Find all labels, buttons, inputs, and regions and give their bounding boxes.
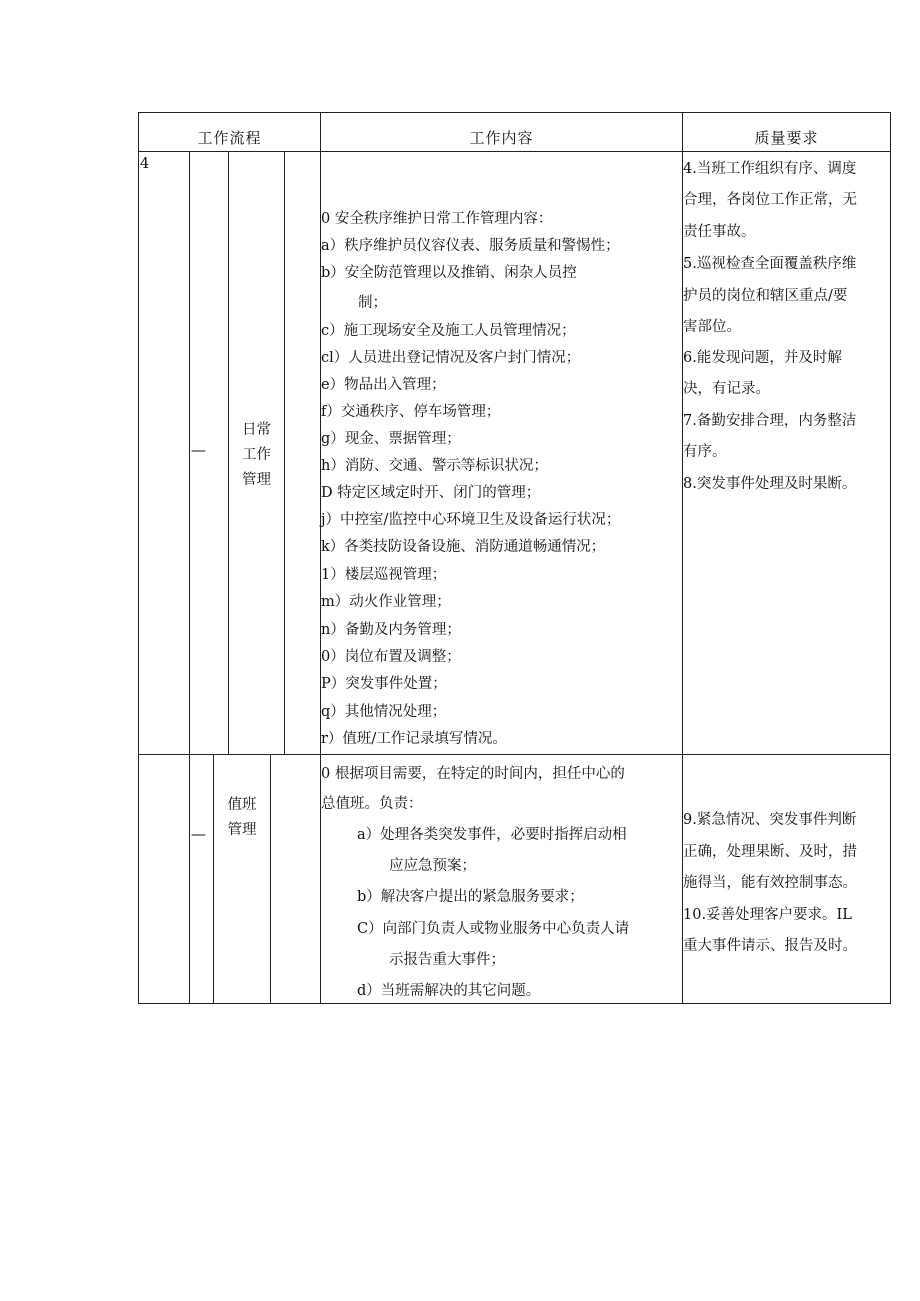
content-line: 0 根据项目需要，在特定的时间内，担任中心的: [321, 766, 625, 782]
content-line: 示报告重大事件；: [389, 952, 505, 968]
flow-dash: —: [191, 825, 206, 843]
flow-dash: —: [191, 441, 206, 459]
content-line: e）物品出入管理；: [321, 377, 446, 393]
quality-line: 9.紧急情况、突发事件判断: [683, 812, 857, 828]
flow-subcol-1-r1: [189, 151, 190, 754]
quality-line: 决，有记录。: [683, 381, 770, 397]
content-line: g）现金、票据管理；: [321, 431, 461, 447]
label-line: 管理: [242, 472, 271, 488]
content-line: C）向部门负责人或物业服务中心负责人请: [357, 921, 630, 937]
quality-line: 4.当班工作组织有序、调度: [683, 161, 857, 177]
quality-line: 护员的岗位和辖区重点/要: [683, 288, 848, 304]
flow-label-daily-management: [229, 418, 284, 493]
header-flow: 工作流程: [197, 129, 262, 147]
content-line: b）安全防范管理以及推销、闲杂人员控: [321, 265, 577, 281]
header-content: 工作内容: [469, 129, 534, 147]
quality-line: 10.妥善处理客户要求。IL: [683, 907, 852, 923]
content-line: a）秩序维护员仪容仪表、服务质量和警惕性；: [321, 238, 620, 254]
header-bottom-border: [138, 151, 891, 152]
content-line: h）消防、交通、警示等标识状况；: [321, 458, 548, 474]
label-line: 值班: [227, 797, 257, 813]
content-line: k）各类技防设备设施、消防通道畅通情况；: [321, 539, 606, 555]
content-line: c）施工现场安全及施工人员管理情况；: [321, 323, 576, 339]
quality-line: 有序。: [683, 444, 727, 460]
quality-line: 5.巡视检查全面覆盖秩序维: [683, 256, 857, 272]
content-line: j）中控室/监控中心环境卫生及设备运行状况；: [321, 512, 621, 528]
content-line: 0）岗位布置及调整；: [321, 649, 461, 665]
label-line: 工作: [242, 447, 271, 463]
content-line: a）处理各类突发事件，必要时指挥启动相: [357, 827, 627, 843]
flow-subcol-3-r1: [284, 151, 285, 754]
table-top-border: [138, 112, 891, 113]
flow-subcol-1-r2: [189, 754, 190, 1003]
content-line: r）值班/工作记录填写情况。: [321, 731, 507, 747]
quality-line: 合理，各岗位工作正常，无: [683, 192, 857, 208]
quality-line: 责任事故。: [683, 224, 756, 240]
quality-line: 重大事件请示、报告及时。: [683, 938, 857, 954]
flow-subcol-2-r2: [213, 754, 214, 1003]
table-left-border: [138, 112, 139, 1004]
table-right-border: [890, 112, 891, 1004]
content-line: cl）人员进出登记情况及客户封门情况；: [321, 350, 581, 366]
row-divider: [138, 754, 891, 755]
content-line: 应应急预案；: [389, 858, 476, 874]
flow-subcol-3-r2: [270, 754, 271, 1003]
content-line: n）备勤及内务管理；: [321, 622, 461, 638]
content-line: d）当班需解决的其它问题。: [357, 983, 541, 999]
flow-label-duty-management: [214, 793, 270, 843]
content-line: m）动火作业管理；: [321, 594, 451, 610]
label-line: 日常: [242, 422, 271, 438]
content-line: 制；: [358, 295, 387, 311]
content-line: f）交通秩序、停车场管理；: [321, 404, 501, 420]
quality-line: 6.能发现问题，并及时解: [683, 350, 842, 366]
content-line: 1）楼层巡视管理；: [321, 567, 447, 583]
content-line: q）其他情况处理；: [321, 704, 447, 720]
content-line: 总值班。负责：: [321, 796, 423, 812]
quality-line: 7.备勤安排合理，内务整洁: [683, 413, 857, 429]
label-line: 管理: [227, 822, 257, 838]
step-number: 4: [140, 156, 150, 172]
content-line: 0 安全秩序维护日常工作管理内容：: [321, 211, 553, 227]
quality-line: 害部位。: [683, 319, 741, 335]
content-line: P）突发事件处置；: [321, 676, 447, 692]
quality-line: 施得当，能有效控制事态。: [683, 875, 857, 891]
quality-line: 8.突发事件处理及时果断。: [683, 476, 857, 492]
quality-line: 正确，处理果断、及时，措: [683, 844, 857, 860]
content-line: D 特定区域定时开、闭门的管理；: [321, 485, 541, 501]
content-line: b）解决客户提出的紧急服务要求；: [357, 889, 584, 905]
header-quality: 质量要求: [754, 129, 819, 147]
